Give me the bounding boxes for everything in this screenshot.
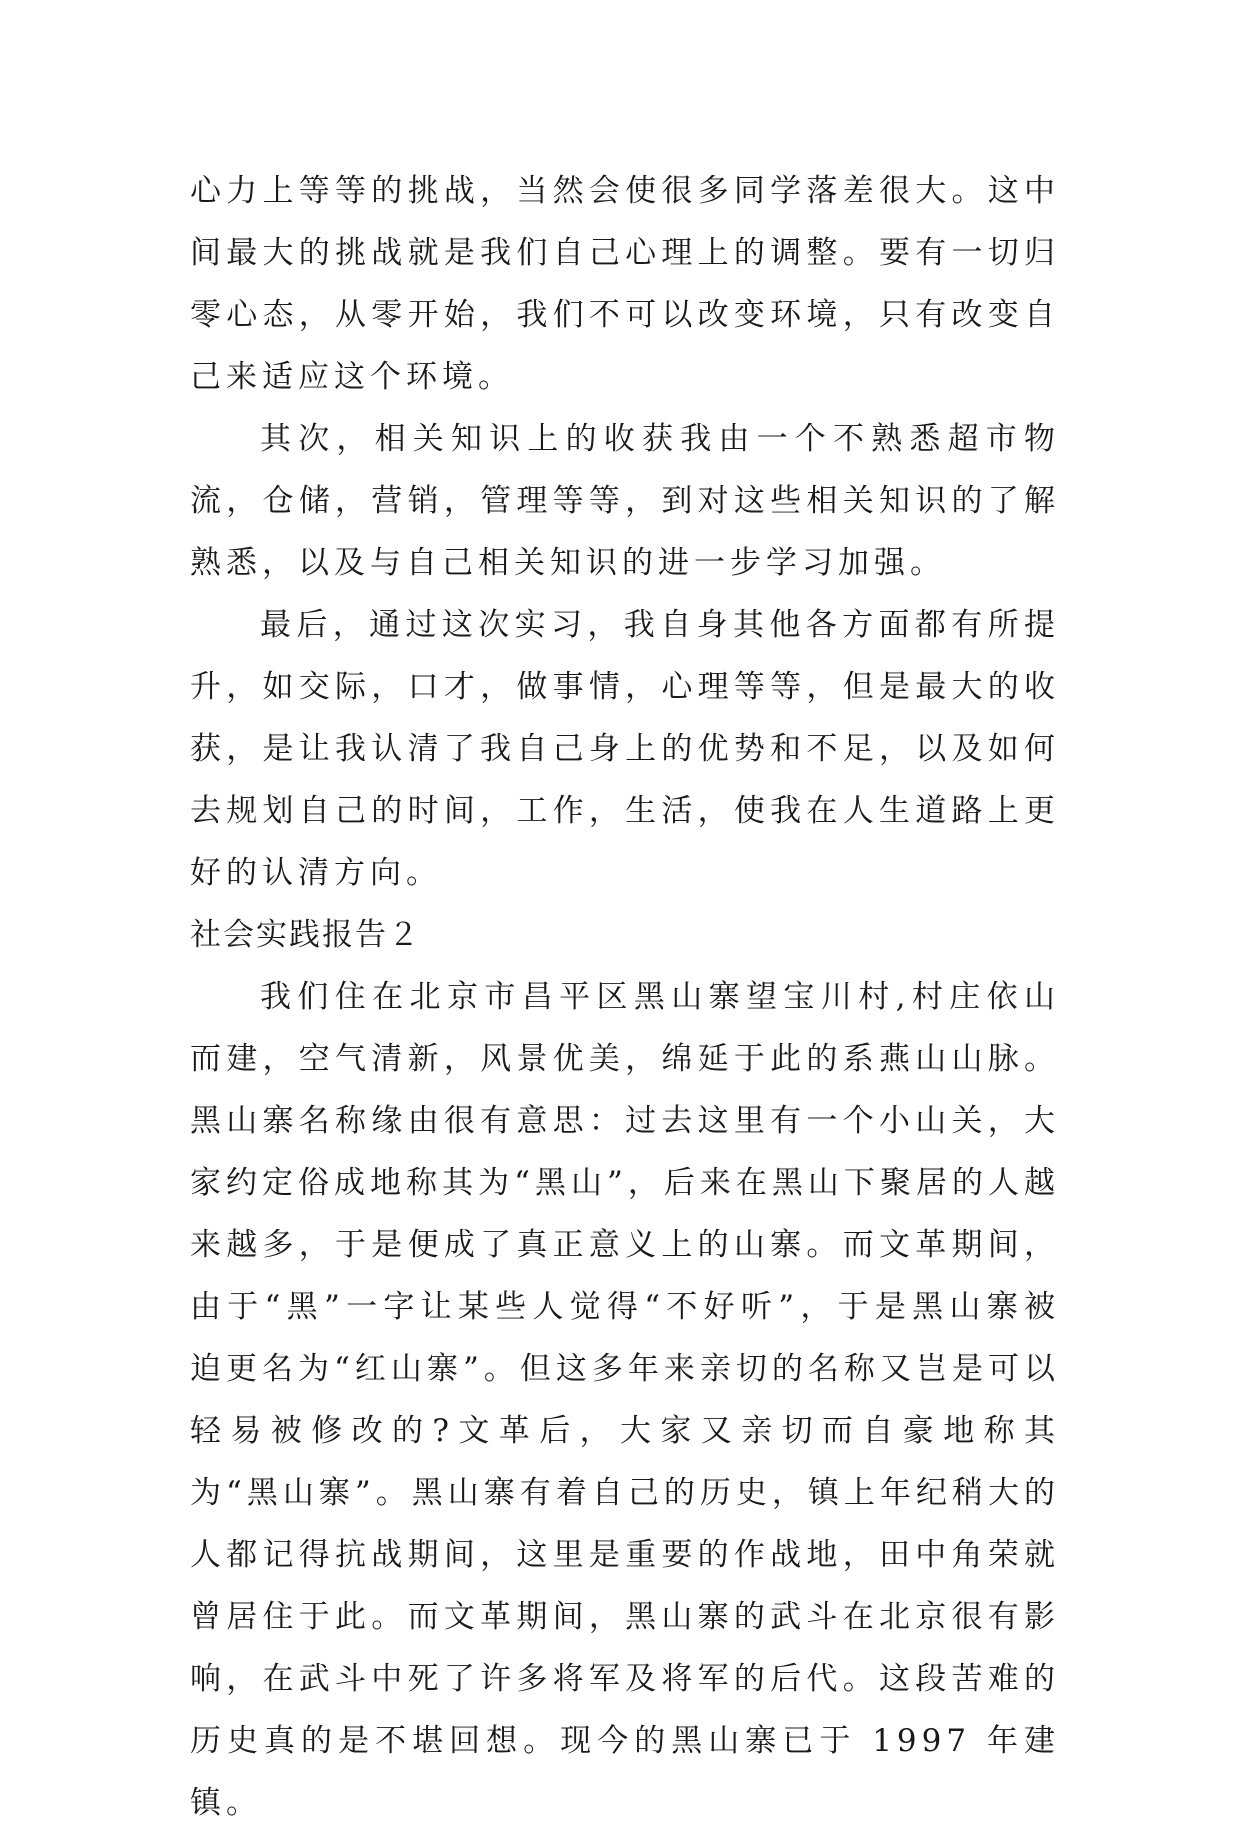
paragraph-continuation: 心力上等等的挑战，当然会使很多同学落差很大。这中间最大的挑战就是我们自己心理上的调整。要有一切归零心态，从零开始，我们不可以改变环境，只有改变自己来适应这个环境。 bbox=[190, 173, 1060, 395]
paragraph-knowledge-gains: 其次，相关知识上的收获我由一个不熟悉超市物流，仓储，营销，管理等等，到对这些相关知识的了解熟悉，以及与自己相关知识的进一步学习加强。 bbox=[190, 421, 1060, 581]
document-body bbox=[190, 160, 1060, 1834]
paragraph-heishanzhai-history: 我们住在北京市昌平区黑山寨望宝川村,村庄依山而建，空气清新，风景优美，绵延于此的系燕山山脉。黑山寨名称缘由很有意思：过去这里有一个小山关，大家约定俗成地称其为“黑山”，后来在黑山下聚居的人越来越多，于是便成了真正意义上的山寨。而文革期间，由于“黑”一字让某些人觉得“不好听”，于是黑山寨被迫更名为“红山寨”。但这多年来亲切的名称又岂是可以轻易被修改的?文革后，大家又亲切而自豪地称其为“黑山寨”。黑山寨有着自己的历史，镇上年纪稍大的人都记得抗战期间，这里是重要的作战地，田中角荣就曾居住于此。而文革期间，黑山寨的武斗在北京很有影响，在武斗中死了许多将军及将军的后代。这段苦难的历史真的是不堪回想。现今的黑山寨已于 1997 年建镇。 bbox=[190, 979, 1060, 1821]
paragraph-overall-gains: 最后，通过这次实习，我自身其他各方面都有所提升，如交际，口才，做事情，心理等等，但是最大的收获，是让我认清了我自己身上的优势和不足，以及如何去规划自己的时间，工作，生活，使我在人生道路上更好的认清方向。 bbox=[190, 607, 1060, 891]
section-heading: 社会实践报告２ bbox=[190, 917, 421, 953]
